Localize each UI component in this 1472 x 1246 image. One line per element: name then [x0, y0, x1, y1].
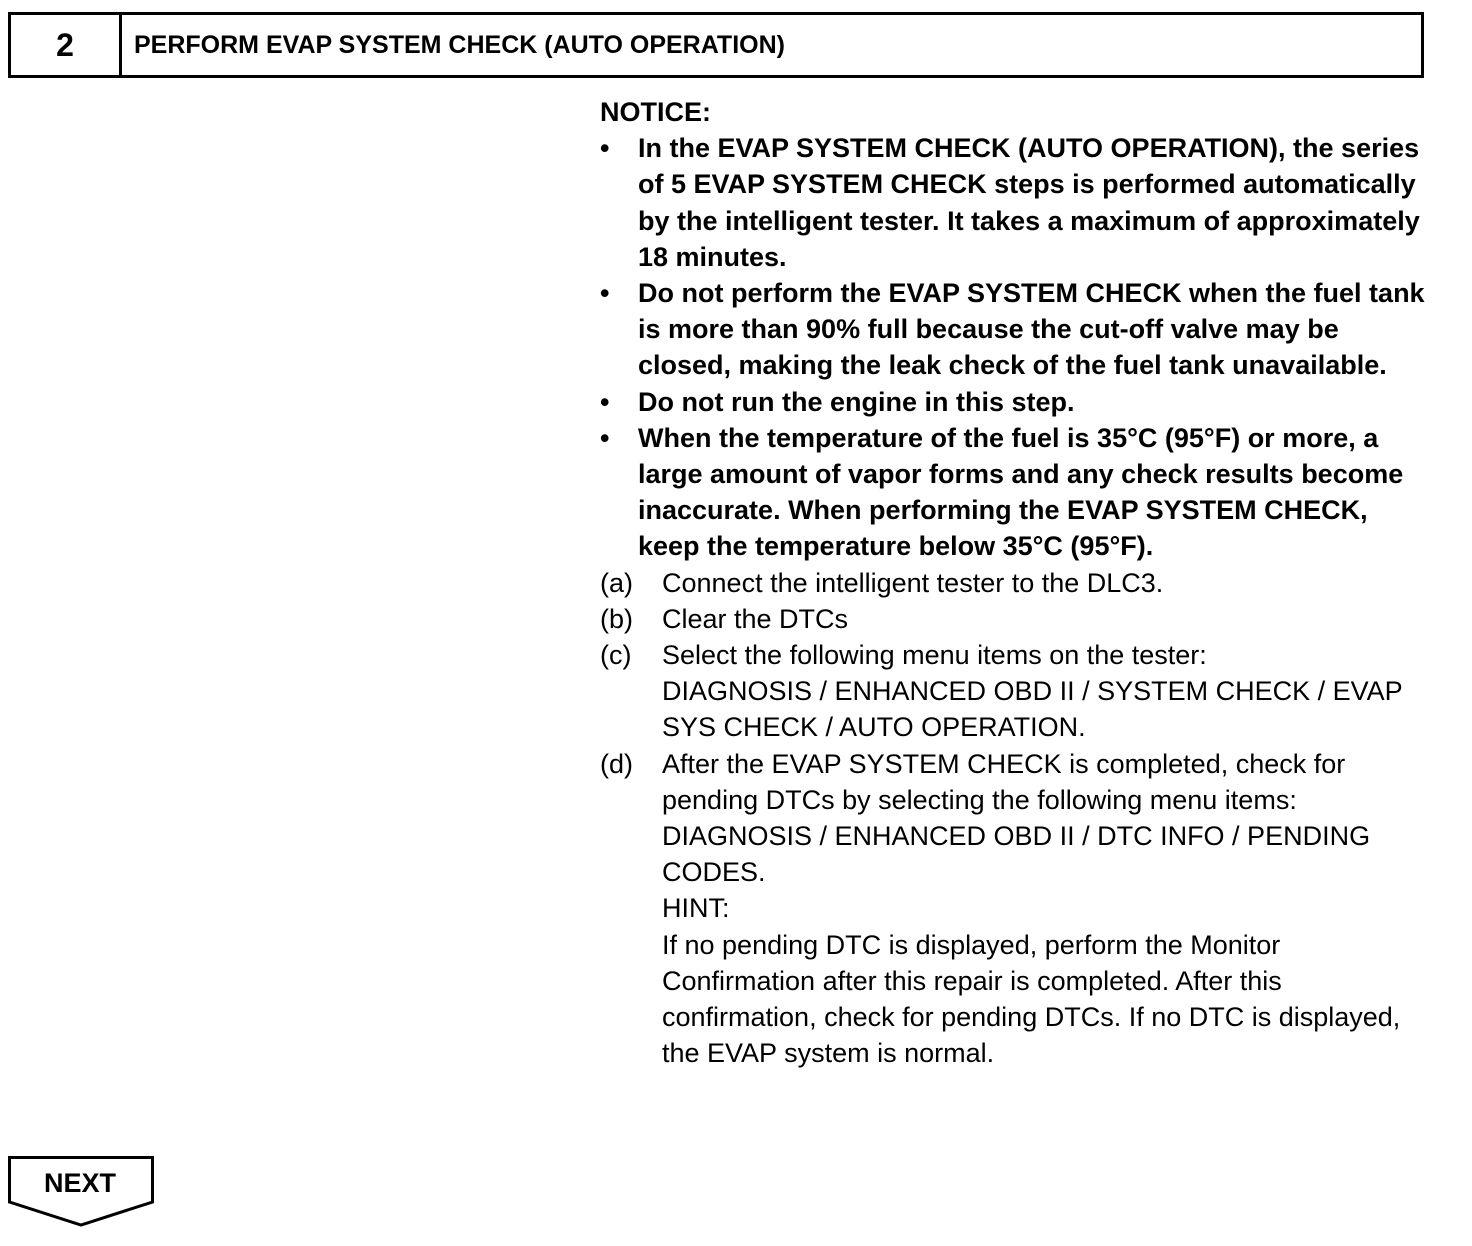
bullet-icon: •: [600, 422, 610, 453]
notice-item-text: In the EVAP SYSTEM CHECK (AUTO OPERATION), the series of 5 EVAP SYSTEM CHECK steps is performed automatically by the intelligent tester. It takes a maximum of approximately 18 minutes.: [638, 133, 1420, 272]
step-header: [8, 12, 1424, 78]
procedure-step-a: [600, 565, 1430, 601]
bullet-icon: •: [600, 278, 610, 309]
next-button[interactable]: [8, 1156, 154, 1228]
menu-path: DIAGNOSIS / ENHANCED OBD II / SYSTEM CHECK / EVAP SYS CHECK / AUTO OPERATION.: [662, 676, 1403, 743]
procedure-text: Select the following menu items on the tester:: [662, 640, 1207, 671]
menu-path: DIAGNOSIS / ENHANCED OBD II / DTC INFO / PENDING CODES.: [662, 821, 1371, 888]
notice-item: [600, 420, 1430, 565]
bullet-icon: •: [600, 133, 610, 164]
procedure-text: After the EVAP SYSTEM CHECK is completed, check for pending DTCs by selecting the following menu items:: [662, 748, 1346, 815]
procedure-step-b: [600, 601, 1430, 637]
notice-item: [600, 384, 1430, 420]
step-content: [600, 94, 1430, 1071]
next-label: NEXT: [43, 1168, 116, 1198]
notice-heading: NOTICE:: [600, 97, 711, 127]
procedure-list: [600, 565, 1430, 1072]
bullet-icon: •: [600, 386, 610, 417]
notice-item: [600, 130, 1430, 275]
notice-item-text: When the temperature of the fuel is 35°C (95°F) or more, a large amount of vapor forms and any check results become inaccurate. When performing the EVAP SYSTEM CHECK, keep the temperature below 35°C (95°F).: [638, 422, 1404, 562]
procedure-text: Clear the DTCs: [662, 603, 849, 634]
procedure-body: [662, 637, 1430, 746]
procedure-step-d: [600, 746, 1430, 1072]
procedure-label: (c): [600, 640, 632, 671]
hint-text: If no pending DTC is displayed, perform the Monitor Confirmation after this repair is completed. After this confirmation, check for pending DTCs. If no DTC is displayed, the EVAP system is normal.: [662, 929, 1401, 1069]
procedure-body: [662, 746, 1430, 1072]
procedure-step-c: [600, 637, 1430, 746]
step-number: 2: [11, 15, 122, 75]
notice-item-text: Do not perform the EVAP SYSTEM CHECK when the fuel tank is more than 90% full because the cut-off valve may be closed, making the leak check of the fuel tank unavailable.: [638, 278, 1425, 381]
step-title: PERFORM EVAP SYSTEM CHECK (AUTO OPERATION): [134, 30, 785, 59]
notice-item: [600, 275, 1430, 384]
procedure-label: (b): [600, 603, 633, 634]
notice-list: [600, 130, 1430, 564]
procedure-label: (a): [600, 567, 633, 598]
notice-item-text: Do not run the engine in this step.: [638, 386, 1075, 417]
procedure-label: (d): [600, 748, 633, 779]
procedure-text: Connect the intelligent tester to the DLC3.: [662, 567, 1164, 598]
hint-heading: HINT:: [662, 893, 730, 924]
